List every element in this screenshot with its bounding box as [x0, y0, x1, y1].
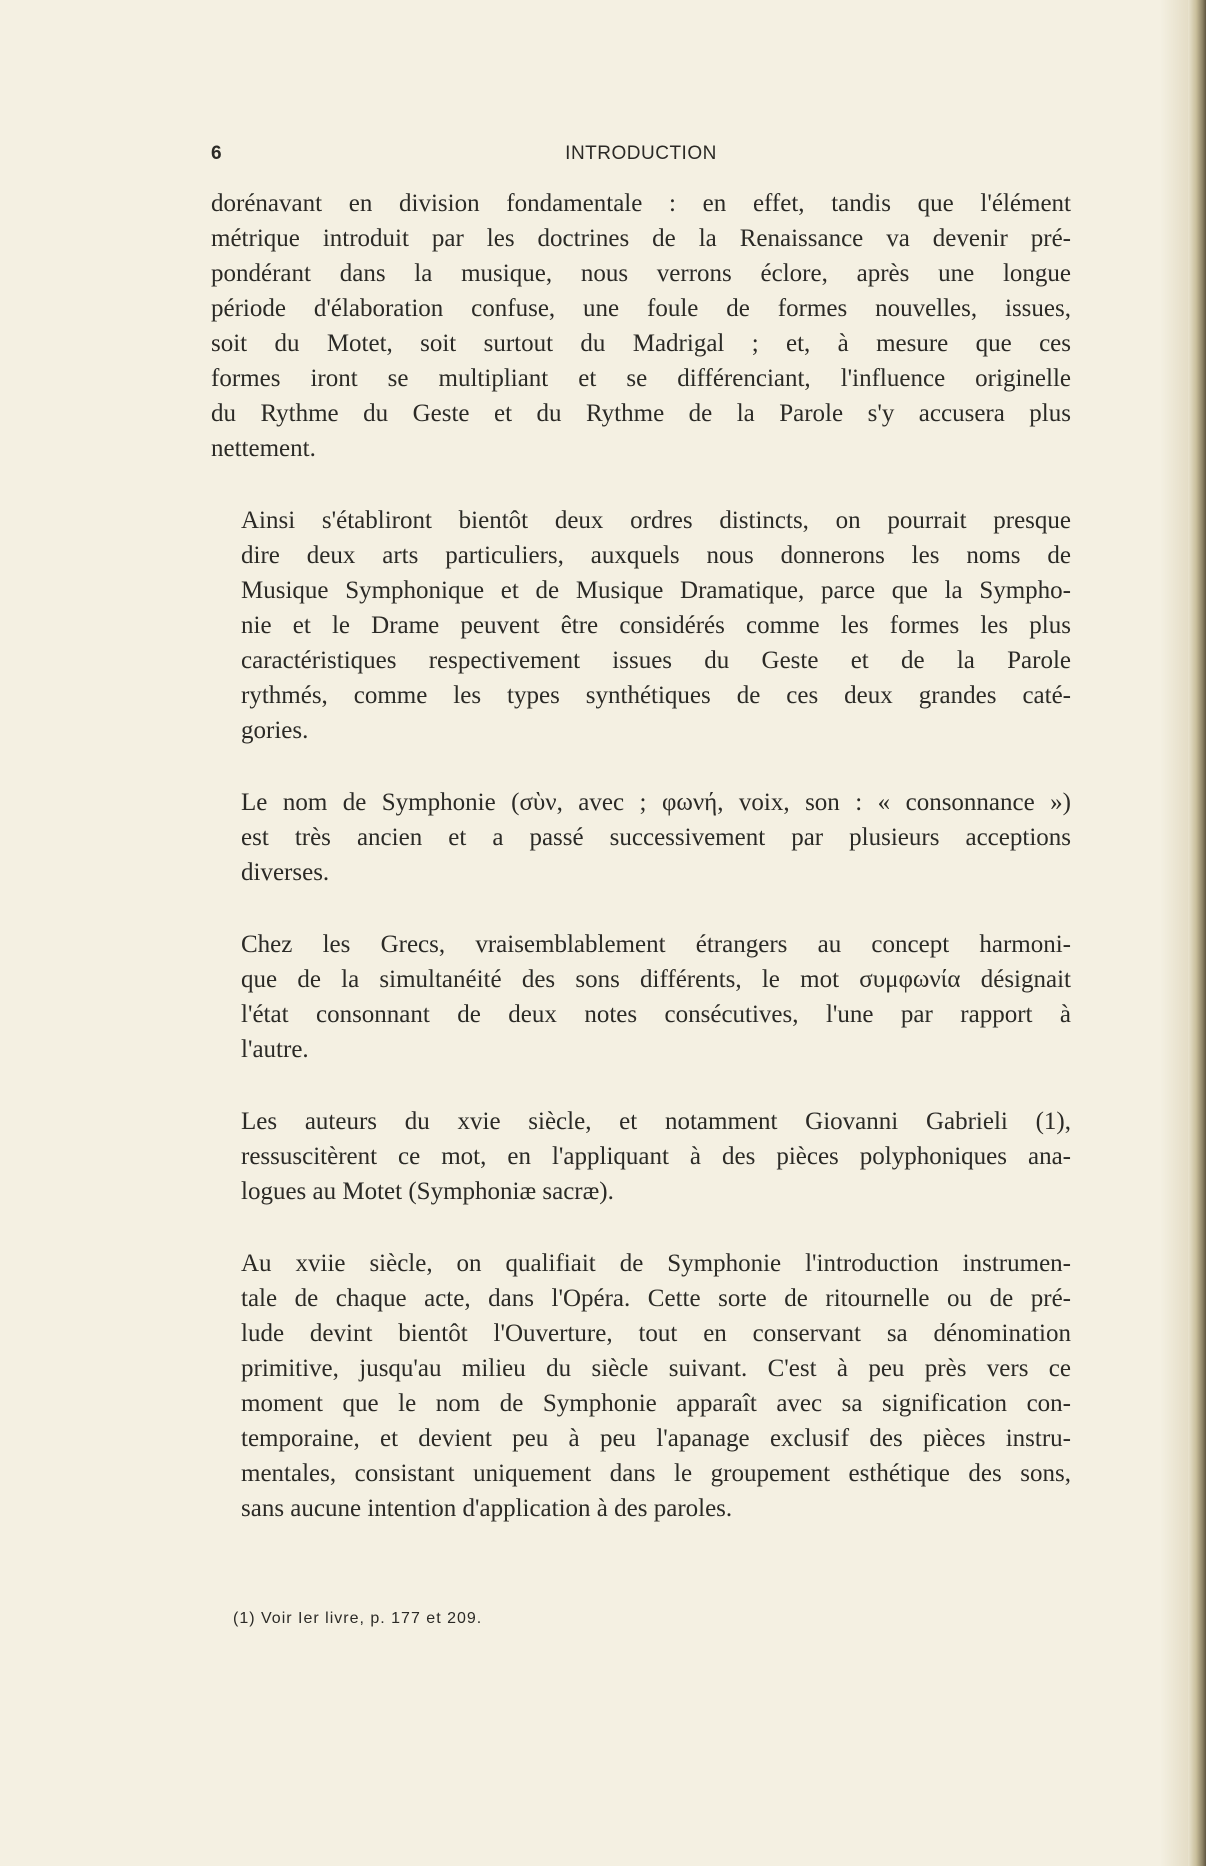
text-line: nie et le Drame peuvent être considérés comme les formes les plus	[241, 612, 1071, 639]
text-line: du Rythme du Geste et du Rythme de la Parole s'y accusera plus	[211, 400, 1071, 427]
text-line: caractéristiques respectivement issues du Geste et de la Parole	[241, 647, 1071, 674]
text-line: primitive, jusqu'au milieu du siècle suivant. C'est à peu près vers ce	[241, 1355, 1071, 1382]
paragraph	[211, 503, 1071, 748]
running-title: INTRODUCTION	[565, 143, 717, 164]
paragraph	[211, 1246, 1071, 1526]
text-line: sans aucune intention d'application à des paroles.	[241, 1495, 733, 1522]
text-line: Musique Symphonique et de Musique Dramatique, parce que la Sympho-	[241, 577, 1071, 604]
paragraph	[211, 785, 1071, 890]
page-number: 6	[211, 143, 223, 164]
text-line: logues au Motet (Symphoniæ sacræ).	[241, 1178, 614, 1205]
text-line: Le nom de Symphonie (σὺν, avec ; φωνή, voix, son : « consonnance »)	[241, 789, 1071, 816]
text-line: que de la simultanéité des sons différents, le mot συμφωνία désignait	[241, 966, 1071, 993]
footnote: (1) Voir Ier livre, p. 177 et 209.	[233, 1610, 483, 1627]
page-edge	[1188, 0, 1206, 1866]
text-line: dorénavant en division fondamentale : en effet, tandis que l'élément	[211, 190, 1071, 217]
text-line: soit du Motet, soit surtout du Madrigal ; et, à mesure que ces	[211, 330, 1071, 357]
text-line: tale de chaque acte, dans l'Opéra. Cette sorte de ritournelle ou de pré-	[241, 1285, 1071, 1312]
text-line: ressuscitèrent ce mot, en l'appliquant à des pièces polyphoniques ana-	[241, 1143, 1071, 1170]
text-line: Au xviie siècle, on qualifiait de Symphonie l'introduction instrumen-	[241, 1250, 1071, 1277]
text-line: Ainsi s'établiront bientôt deux ordres distincts, on pourrait presque	[241, 507, 1071, 534]
text-line: métrique introduit par les doctrines de la Renaissance va devenir pré-	[211, 225, 1071, 252]
text-line: nettement.	[211, 435, 316, 462]
text-line: temporaine, et devient peu à peu l'apanage exclusif des pièces instru-	[241, 1425, 1071, 1452]
text-line: rythmés, comme les types synthétiques de ces deux grandes caté-	[241, 682, 1071, 709]
text-line: dire deux arts particuliers, auxquels nous donnerons les noms de	[241, 542, 1071, 569]
text-line: formes iront se multipliant et se différenciant, l'influence originelle	[211, 365, 1071, 392]
text-line: l'autre.	[241, 1036, 309, 1063]
text-line: l'état consonnant de deux notes consécutives, l'une par rapport à	[241, 1001, 1071, 1028]
text-line: période d'élaboration confuse, une foule de formes nouvelles, issues,	[211, 295, 1071, 322]
text-line: moment que le nom de Symphonie apparaît avec sa signification con-	[241, 1390, 1071, 1417]
text-line: pondérant dans la musique, nous verrons éclore, après une longue	[211, 260, 1071, 287]
page-binding-shadow	[1160, 0, 1188, 1866]
body-text	[211, 186, 1071, 1563]
text-line: diverses.	[241, 859, 330, 886]
page-header	[211, 143, 1071, 169]
paragraph	[211, 927, 1071, 1067]
paragraph	[211, 186, 1071, 466]
paragraph	[211, 1104, 1071, 1209]
text-line: Les auteurs du xvie siècle, et notamment Giovanni Gabrieli (1),	[241, 1108, 1071, 1135]
text-line: Chez les Grecs, vraisemblablement étrangers au concept harmoni-	[241, 931, 1071, 958]
text-line: mentales, consistant uniquement dans le groupement esthétique des sons,	[241, 1460, 1071, 1487]
text-line: est très ancien et a passé successivement par plusieurs acceptions	[241, 824, 1071, 851]
text-line: gories.	[241, 717, 309, 744]
text-line: lude devint bientôt l'Ouverture, tout en conservant sa dénomination	[241, 1320, 1071, 1347]
